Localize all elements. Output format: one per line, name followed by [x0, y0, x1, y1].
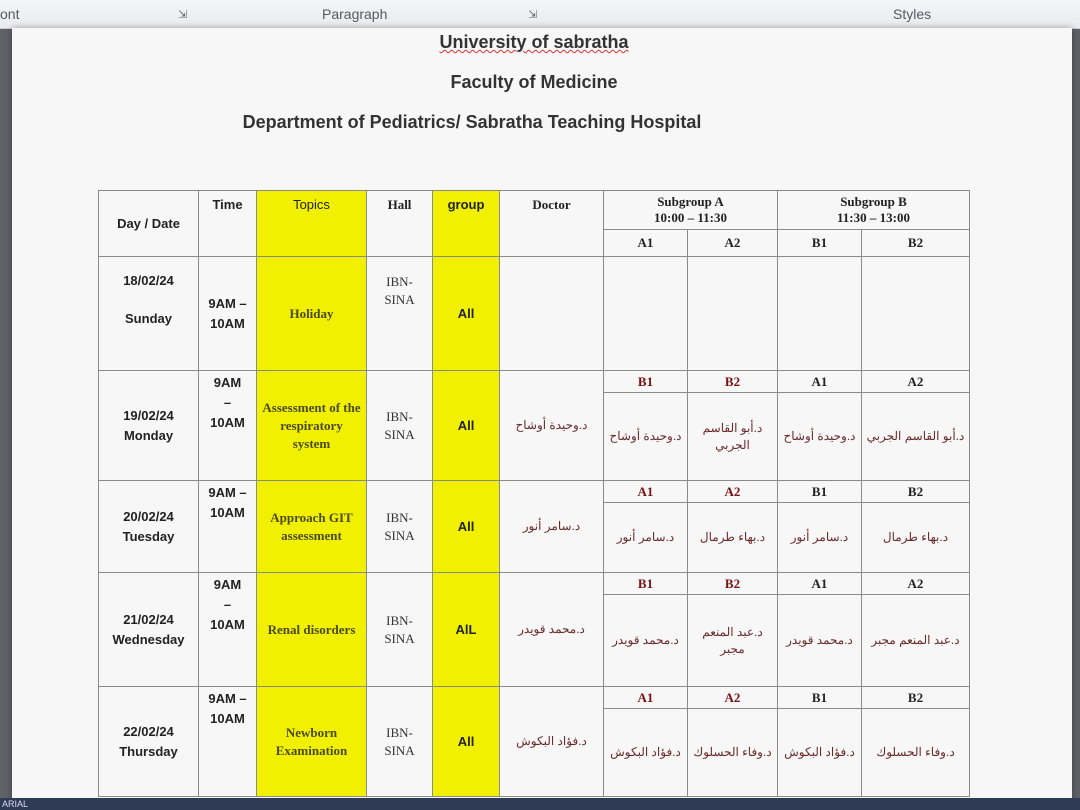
subgroup-label: A1: [778, 371, 862, 393]
university-title: [4, 32, 1064, 53]
table-row: [99, 257, 970, 371]
university-text: University of sabratha: [439, 32, 629, 52]
hall-cell: IBN- SINA: [367, 257, 433, 371]
subgroup-label: B2: [688, 371, 778, 393]
group-cell: All: [433, 257, 500, 371]
header-subgroup-b: [778, 191, 970, 230]
topic-cell: Approach GIT assessment: [257, 481, 367, 573]
time-end: 10AM: [210, 505, 245, 520]
group-cell: All: [433, 687, 500, 797]
date-cell: [99, 687, 199, 797]
ribbon: [0, 0, 1080, 29]
day-text: Monday: [123, 427, 174, 443]
subgroup-doctor-cell: د.سامر أنور: [778, 503, 862, 573]
table-row: [99, 371, 970, 393]
faculty-title: Faculty of Medicine: [450, 72, 618, 92]
group-cell: All: [433, 371, 500, 481]
status-bar: ARIAL: [0, 798, 1080, 810]
subgroup-doctor-cell: د.أبو القاسم الجربي: [688, 393, 778, 481]
topic-cell: Renal disorders: [257, 573, 367, 687]
department-text: Department of Pediatrics/ Sabratha Teaching Hospital: [242, 112, 702, 132]
date-text: 22/02/24: [123, 723, 174, 739]
subgroup-label: B2: [862, 687, 970, 709]
subgroup-label: A2: [862, 573, 970, 595]
document-page[interactable]: [12, 28, 1072, 800]
subgroup-label: B1: [778, 230, 862, 257]
subgroup-doctor-cell: د.أبو القاسم الجربي: [862, 393, 970, 481]
header-doctor: Doctor: [500, 191, 604, 257]
subgroup-label: B2: [862, 481, 970, 503]
date-cell: [99, 371, 199, 481]
time-cell: [199, 257, 257, 371]
subgroup-doctor-cell: د.عبد المنعم مجبر: [862, 595, 970, 687]
header-topics: Topics: [257, 191, 367, 257]
subgroup-label: A2: [688, 687, 778, 709]
subgroup-doctor-cell: د.فؤاد البكوش: [778, 709, 862, 797]
date-text: 21/02/24: [123, 611, 174, 627]
subgroup-label: B2: [862, 230, 970, 257]
day-text: Tuesday: [122, 528, 175, 544]
subgroup-label: A1: [604, 481, 688, 503]
doctor-cell: د.محمد قويدر: [500, 573, 604, 687]
time-cell: [199, 481, 257, 573]
day-text: Wednesday: [112, 631, 185, 647]
date-cell: [99, 481, 199, 573]
time-end: 10AM: [210, 617, 245, 632]
subgroup-doctor-cell: د.محمد قويدر: [778, 595, 862, 687]
subgroup-doctor-cell: د.عبد المنعم مجبر: [688, 595, 778, 687]
table-row: [99, 687, 970, 709]
time-start: 9AM: [213, 577, 242, 592]
subgroup-label: B1: [778, 481, 862, 503]
table-row: [99, 481, 970, 503]
time-start: 9AM –: [208, 485, 247, 500]
topic-cell: Holiday: [257, 257, 367, 371]
date-cell: [99, 573, 199, 687]
header-hall: Hall: [367, 191, 433, 257]
header-time: Time: [199, 191, 257, 257]
time-cell: [199, 371, 257, 481]
doctor-cell: د.وحيدة أوشاح: [500, 371, 604, 481]
doctor-cell: د.فؤاد البكوش: [500, 687, 604, 797]
subgroup-b-title: Subgroup B: [840, 194, 907, 209]
header-subgroup-a: [604, 191, 778, 230]
subgroup-label: B1: [604, 573, 688, 595]
subgroup-a-time: 10:00 – 11:30: [654, 210, 727, 225]
time-start: 9AM: [213, 375, 242, 390]
table-row: [99, 573, 970, 595]
subgroup-doctor-cell: د.وفاء الحسلوك: [688, 709, 778, 797]
subgroup-doctor-cell: د.وفاء الحسلوك: [862, 709, 970, 797]
time-cell: [199, 573, 257, 687]
subgroup-doctor-cell: د.سامر أنور: [604, 503, 688, 573]
paragraph-group-label: Paragraph: [322, 6, 388, 22]
time-end: 10AM: [210, 415, 245, 430]
subgroup-doctor-cell: د.وحيدة أوشاح: [604, 393, 688, 481]
time-separator: –: [223, 597, 232, 612]
subgroup-doctor-cell: د.فؤاد البكوش: [604, 709, 688, 797]
time-start: 9AM –: [208, 295, 247, 311]
time-end: 10AM: [210, 711, 245, 726]
date-text: 18/02/24: [123, 273, 174, 288]
subgroup-label: B2: [688, 573, 778, 595]
time-start: 9AM –: [208, 691, 247, 706]
font-dialog-launcher-icon[interactable]: ⇲: [178, 9, 188, 21]
subgroup-doctor-cell: د.وحيدة أوشاح: [778, 393, 862, 481]
subgroup-label: A2: [862, 371, 970, 393]
group-cell: AlL: [433, 573, 500, 687]
empty-cell: [604, 257, 688, 371]
subgroup-label: A1: [604, 230, 688, 257]
day-text: Sunday: [125, 311, 172, 326]
subgroup-label: A1: [604, 687, 688, 709]
empty-cell: [862, 257, 970, 371]
subgroup-b-time: 11:30 – 13:00: [837, 210, 910, 225]
schedule-table: [98, 190, 970, 797]
subgroup-label: B1: [604, 371, 688, 393]
subgroup-a-title: Subgroup A: [657, 194, 724, 209]
date-cell: [99, 257, 199, 371]
styles-group-label: Styles: [893, 6, 932, 22]
paragraph-dialog-launcher-icon[interactable]: ⇲: [528, 9, 538, 21]
subgroup-doctor-cell: د.بهاء طرمال: [688, 503, 778, 573]
time-cell: [199, 687, 257, 797]
subgroup-label: A1: [778, 573, 862, 595]
hall-cell: IBN- SINA: [367, 573, 433, 687]
date-text: 19/02/24: [123, 407, 174, 423]
subgroup-label: A2: [688, 230, 778, 257]
font-group-label: ont: [0, 6, 20, 22]
day-text: Thursday: [119, 743, 178, 759]
doctor-cell: [500, 257, 604, 371]
subgroup-doctor-cell: د.محمد قويدر: [604, 595, 688, 687]
hall-cell: IBN- SINA: [367, 371, 433, 481]
header-day-date: Day / Date: [99, 191, 199, 257]
group-cell: All: [433, 481, 500, 573]
subgroup-label: A2: [688, 481, 778, 503]
empty-cell: [778, 257, 862, 371]
hall-cell: IBN- SINA: [367, 481, 433, 573]
date-text: 20/02/24: [123, 508, 174, 524]
topic-cell: Assessment of the respiratory system: [257, 371, 367, 481]
doctor-cell: د.سامر أنور: [500, 481, 604, 573]
subgroup-label: B1: [778, 687, 862, 709]
header-group: group: [433, 191, 500, 257]
time-end: 10AM: [210, 315, 245, 331]
header-row: [99, 191, 970, 230]
hall-cell: IBN- SINA: [367, 687, 433, 797]
empty-cell: [688, 257, 778, 371]
topic-cell: Newborn Examination: [257, 687, 367, 797]
department-title: [0, 112, 1002, 133]
spacer: [103, 291, 194, 309]
subgroup-doctor-cell: د.بهاء طرمال: [862, 503, 970, 573]
time-separator: –: [223, 395, 232, 410]
